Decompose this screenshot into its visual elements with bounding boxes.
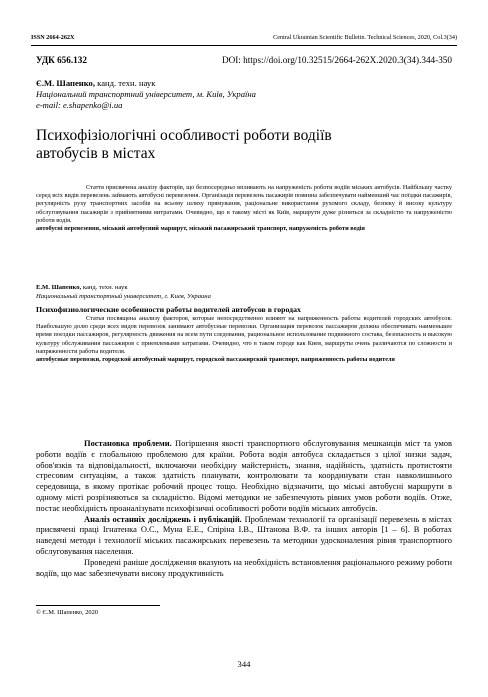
header-rule [31,45,457,46]
paragraph-research: Проведені раніше дослідження вказують на необхідність встановлення раціонального режиму роботи водіїв, що має забезпечувати високу продуктивність [36,556,452,578]
udk-code: УДК 656.132 [36,55,87,65]
doi-link[interactable]: DOI: https://doi.org/10.32515/2664-262X.2020.3(34).344-350 [221,55,452,65]
page-number: 344 [237,659,251,669]
author-ua [36,78,155,88]
paragraph-problem: Постановка проблеми. Погіршення якості транспортного обслуговування мешканців міст та умов роботи водіїв є глобальною проблемою для країни. Робота водія автобуса складається з цілої низки задач, обов'язків та відповідальності, включаючи необхідну майстерність, знання, надійність, здатність протистояти стресовим ситуаціям, а також здатність планувати, контролювати та координувати стан навколишнього середовища, в якому протікає робочий процес тощо. Необхідно відзначити, що міські автобусні маршрути в одному місті розрізняються за складністю. Відомі методики не забезпечують рівних умов роботи водіїв. Отже, постає необхідність проаналізувати психофізичні особливості роботи водіїв міських автобусів. [36,438,452,513]
author-degree-ru: канд. техн. наук [81,284,128,291]
keywords-ua: автобусні перевезення, міський автобусний маршрут, міський пасажирський транспорт, напруженість роботи водія [36,225,365,233]
article-title-ua: Психофізіологічні особливості роботи водіїв автобусів в містах [36,127,332,162]
author-name-ru: Е.М. Шапенко, [36,284,82,291]
issn: ISSN 2664-262X [31,34,75,41]
author-degree-ua: канд. техн. наук [95,78,156,88]
author-email[interactable]: e-mail: e.shapenko@i.ua [36,100,123,110]
author-name-ua: Є.М. Шапенко, [36,78,96,88]
author-ru [36,284,128,291]
heading-problem: Постановка проблеми. [84,438,172,448]
abstract-ru-text: Статья посвящена анализу факторов, которые непосредственно влияют на напряженность работы водителей городских автобусов. Наибольшую долю среди всех видов перевозок занимают автобусные перевозки. Организация перевозок пассажиров должна обеспечивать наименьшее время поездки пассажиров, регулярность движения на всем пути следования, рациональное использование подвижного состава, безопасность и высокую культуру обслуживания пассажиров с приемлемыми затратами. Очевидно, что в таком городе как Киев, маршруты очень различаются по сложности и напряженности работы водителя. [36,315,452,355]
copyright-note: © Є.М. Шапенко, 2020 [36,609,98,616]
heading-analysis: Аналіз останніх досліджень і публікацій. [84,513,242,524]
footnote-rule [36,605,160,606]
journal-title: Central Ukrainian Scientific Bulletin. Technical Sciences, 2020, Col.3(34) [273,34,457,41]
article-title-ru: Психофизиологические особенности работы водителей автобусов в городах [36,305,301,314]
body-text [36,438,452,578]
affiliation-ua: Національний транспортний університет, м. Київ, Україна [36,89,256,99]
paragraph-analysis: Аналіз останніх досліджень і публікацій. Проблемам технології та організації перевезень в містах присвячені праці Ігнатенка О.С., Муна Е.Е., Спіріна І.В., Штанова В.Ф. та інших авторів [1 – 6]. В роботах наведені методи і технології міських пасажирських перевезень та методики удосконалення рівня транспортного обслуговування населення. [36,513,452,556]
running-header [31,34,457,45]
abstract-ru [36,315,452,364]
abstract-ua-text: Стаття присвячена аналізу факторів, що безпосередньо впливають на напруженість роботи водіїв міських автобусів. Найбільшу частку серед всіх видів перевезень займають автобусні перевезення. Організація перевезень пасажирів повинна забезпечувати найменший час поїздки пасажирів, регулярність руху транспортних засобів на всьому шляху прямування, раціональне використання рухомого складу, безпеку й високу культуру обслуговування пасажирів з прийнятними витратами. Очевидно, що в такому місті як Київ, маршрути дуже різняться за складністю та напруженістю роботи водія. [36,184,452,224]
keywords-ru: автобусные перевозки, городской автобусный маршрут, городской пассажирский транспорт, напряженность работы водителя [36,356,395,364]
affiliation-ru: Национальный транспортный университет, г. Киев, Украина [36,293,211,300]
abstract-ua [36,184,452,233]
